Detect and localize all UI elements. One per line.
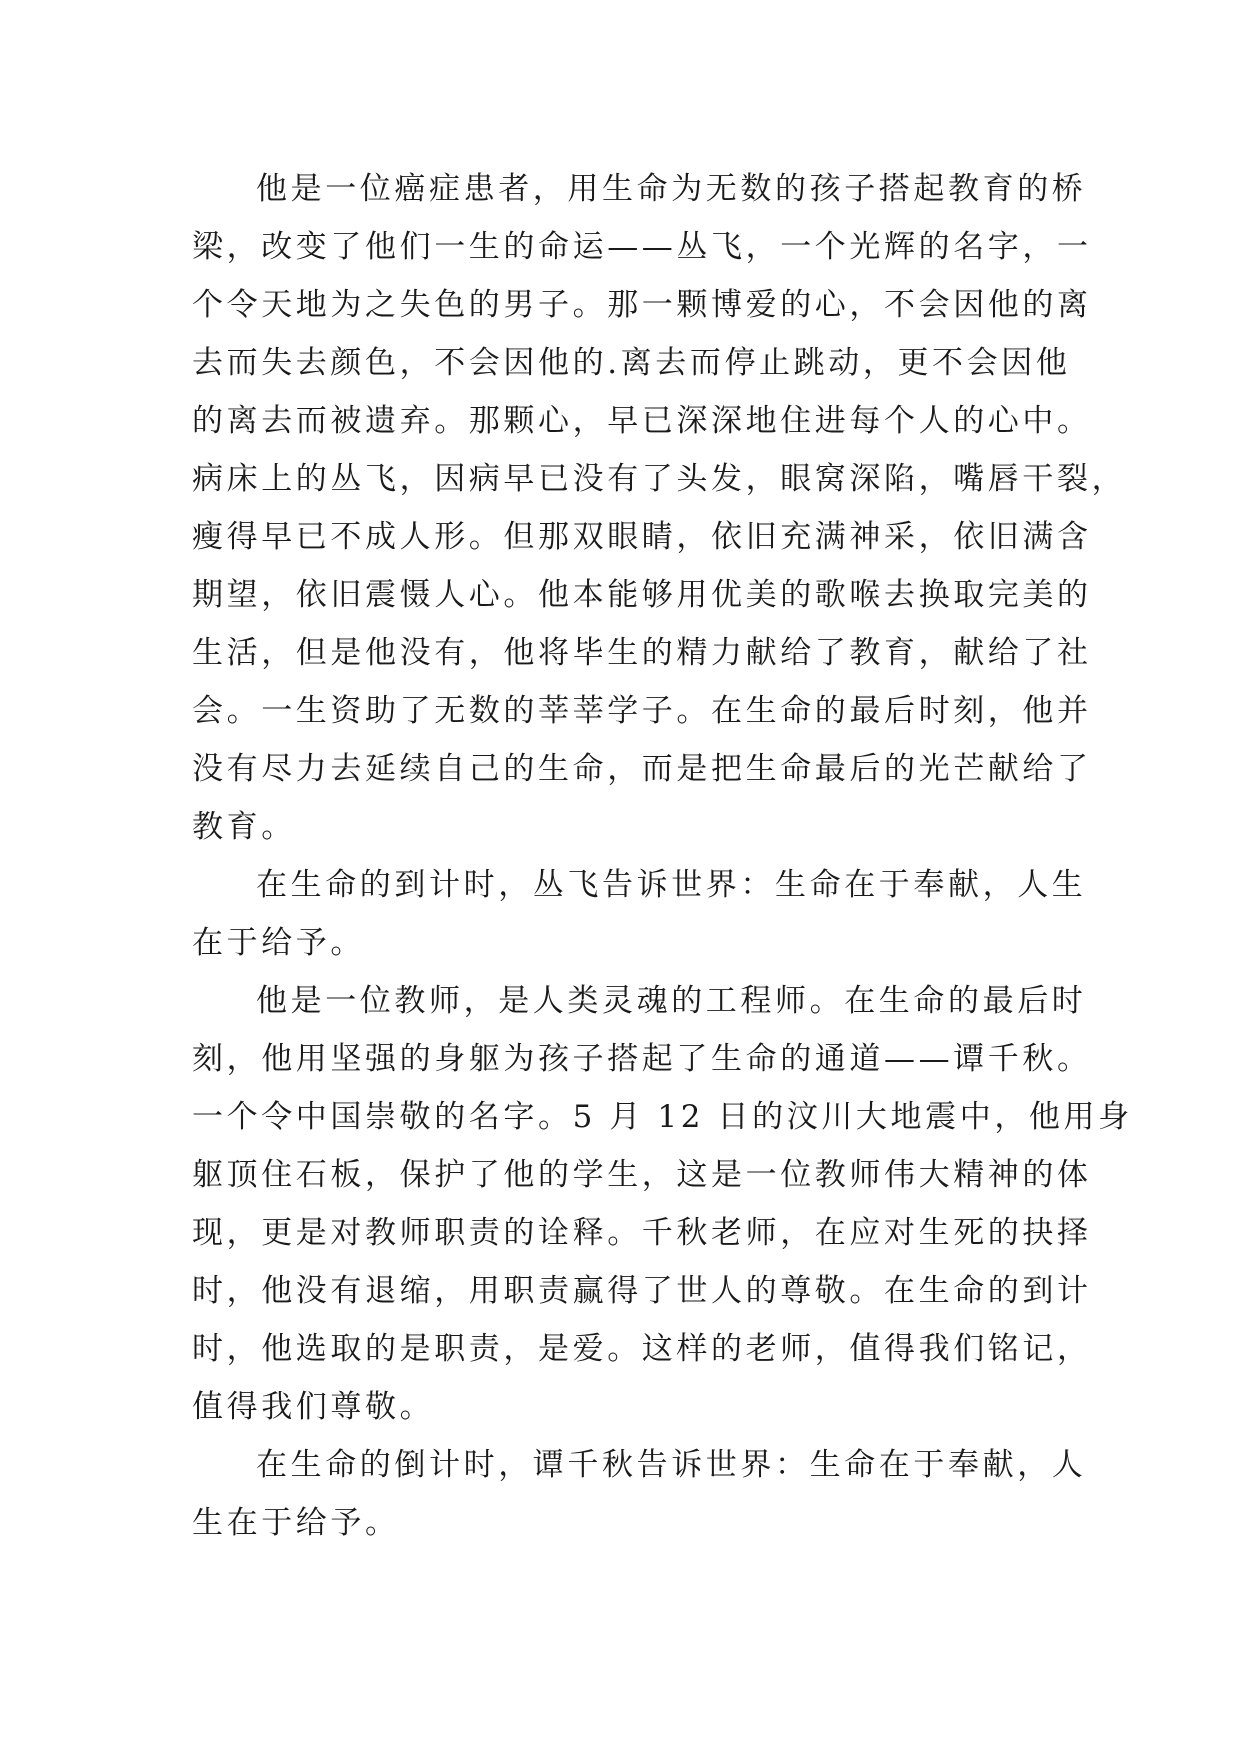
text-line: 现，更是对教师职责的诠释。千秋老师，在应对生死的抉择 <box>192 1215 1092 1251</box>
text-line: 去而失去颜色，不会因他的.离去而停止跳动，更不会因他 <box>192 345 1071 381</box>
paragraph-congfei-summary <box>192 856 1087 972</box>
text-line: 的离去而被遗弃。那颗心，早已深深地住进每个人的心中。 <box>192 403 1092 439</box>
text-line: 他是一位癌症患者，用生命为无数的孩子搭起教育的桥 <box>256 171 1087 207</box>
paragraph-tanqianqiu-summary <box>192 1436 1087 1552</box>
text-line: 病床上的丛飞，因病早已没有了头发，眼窝深陷，嘴唇干裂， <box>192 461 1127 497</box>
text-line: 时，他选取的是职责，是爱。这样的老师，值得我们铭记， <box>192 1331 1092 1367</box>
text-line: 瘦得早已不成人形。但那双眼睛，依旧充满神采，依旧满含 <box>192 519 1092 555</box>
paragraph-congfei <box>192 160 1127 856</box>
text-line: 躯顶住石板，保护了他的学生，这是一位教师伟大精神的体 <box>192 1157 1092 1193</box>
text-line: 刻，他用坚强的身躯为孩子搭起了生命的通道——谭千秋。 <box>192 1041 1092 1077</box>
text-line: 期望，依旧震慑人心。他本能够用优美的歌喉去换取完美的 <box>192 577 1092 613</box>
paragraph-tanqianqiu <box>192 972 1133 1436</box>
text-line: 没有尽力去延续自己的生命，而是把生命最后的光芒献给了 <box>192 751 1092 787</box>
text-line: 值得我们尊敬。 <box>192 1389 435 1425</box>
text-line: 一个令中国崇敬的名字。5 月 12 日的汶川大地震中，他用身 <box>192 1099 1133 1135</box>
text-line: 生活，但是他没有，他将毕生的精力献给了教育，献给了社 <box>192 635 1092 671</box>
text-line: 时，他没有退缩，用职责赢得了世人的尊敬。在生命的到计 <box>192 1273 1092 1309</box>
text-line: 在生命的到计时，丛飞告诉世界：生命在于奉献，人生 <box>256 867 1087 903</box>
text-line: 个令天地为之失色的男子。那一颗博爱的心，不会因他的离 <box>192 287 1092 323</box>
text-line: 会。一生资助了无数的莘莘学子。在生命的最后时刻，他并 <box>192 693 1092 729</box>
text-line: 教育。 <box>192 809 296 845</box>
text-line: 生在于给予。 <box>192 1505 400 1541</box>
text-line: 在生命的倒计时，谭千秋告诉世界：生命在于奉献，人 <box>256 1447 1087 1483</box>
text-line: 他是一位教师，是人类灵魂的工程师。在生命的最后时 <box>256 983 1087 1019</box>
document-body <box>192 160 1133 1552</box>
text-line: 在于给予。 <box>192 925 365 961</box>
text-line: 梁，改变了他们一生的命运——丛飞，一个光辉的名字，一 <box>192 229 1092 265</box>
